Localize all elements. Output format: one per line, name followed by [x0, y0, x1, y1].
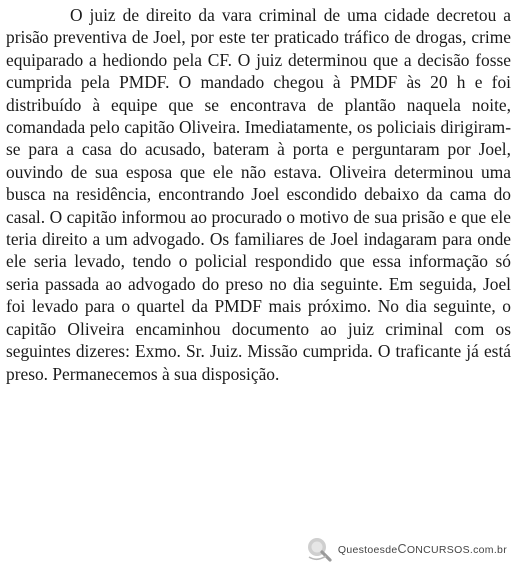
watermark-part3-initial: C — [397, 542, 407, 556]
document-body — [6, 4, 511, 385]
document-paragraph: O juiz de direito da vara criminal de uma cidade decretou a prisão preventiva de Joel, por este ter praticado tráfico de drogas, crime equiparado a hediondo pela CF. O juiz determinou que a decisão fosse cumprida pela PMDF. O mandado chegou à PMDF às 20 h e foi distribuído à equipe que se encontrava de plantão naquela noite, comandada pelo capitão Oliveira. Imediatamente, os policiais dirigiram-se para a casa do acusado, bateram à porta e perguntaram por Joel, ouvindo de sua esposa que ele não estava. Oliveira determinou uma busca na residência, encontrando Joel escondido debaixo da cama do casal. O capitão informou ao procurado o motivo de sua prisão e que ele teria direito a um advogado. Os familiares de Joel indagaram para onde ele seria levado, tendo o policial respondido que essa informação só seria passada ao advogado do preso no dia seguinte. Em seguida, Joel foi levado para o quartel da PMDF mais próximo. No dia seguinte, o capitão Oliveira encaminhou documento ao juiz criminal com os seguintes dizeres: Exmo. Sr. Juiz. Missão cumprida. O traficante já está preso. Permanecemos à sua disposição. — [6, 5, 511, 384]
watermark-text — [338, 542, 507, 556]
watermark-part1: Questoes — [337, 544, 386, 556]
watermark-part3-rest: ONCURSOS — [406, 544, 470, 556]
watermark-part2: de — [385, 544, 398, 556]
watermark-part4: .com.br — [469, 544, 507, 556]
questoes-logo-icon — [304, 535, 334, 563]
watermark — [304, 535, 507, 563]
